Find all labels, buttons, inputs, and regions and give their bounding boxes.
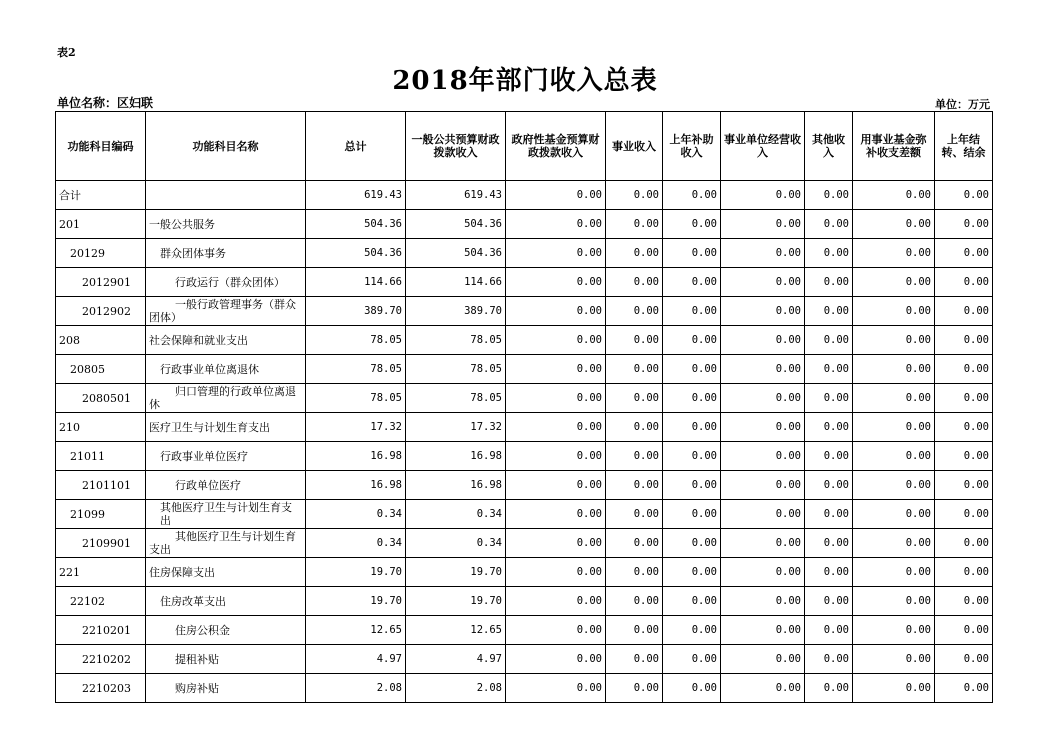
amount-cell: 0.00: [721, 616, 805, 645]
amount-cell: 0.00: [506, 268, 606, 297]
function-code-cell: 2210202: [56, 645, 146, 674]
amount-cell: 0.00: [663, 326, 721, 355]
amount-cell: 0.00: [721, 268, 805, 297]
amount-cell: 0.00: [506, 529, 606, 558]
amount-cell: 0.00: [721, 297, 805, 326]
header-cell: 一般公共预算财政拨款收入: [406, 112, 506, 181]
amount-cell: 0.00: [506, 297, 606, 326]
amount-cell: 0.00: [506, 326, 606, 355]
amount-cell: 19.70: [406, 558, 506, 587]
table-number: 表2: [57, 46, 76, 59]
unit-measure-label: 单位：万元: [935, 98, 990, 111]
function-code-cell: 208: [56, 326, 146, 355]
amount-cell: 0.34: [406, 529, 506, 558]
amount-cell: 504.36: [306, 239, 406, 268]
amount-cell: 0.00: [721, 529, 805, 558]
amount-cell: 0.00: [935, 587, 993, 616]
header-cell: 用事业基金弥补收支差额: [853, 112, 935, 181]
amount-cell: 0.00: [805, 413, 853, 442]
amount-cell: 389.70: [306, 297, 406, 326]
amount-cell: 0.00: [721, 210, 805, 239]
amount-cell: 0.00: [805, 558, 853, 587]
amount-cell: 0.00: [853, 529, 935, 558]
function-name-cell: 行政事业单位离退休: [146, 355, 306, 384]
amount-cell: 0.00: [805, 471, 853, 500]
amount-cell: 0.00: [506, 210, 606, 239]
amount-cell: 0.00: [935, 529, 993, 558]
function-name-cell: 行政运行（群众团体）: [146, 268, 306, 297]
amount-cell: 0.00: [663, 587, 721, 616]
amount-cell: 0.34: [306, 500, 406, 529]
amount-cell: 0.00: [935, 384, 993, 413]
table-row: [56, 355, 993, 384]
amount-cell: 0.00: [805, 181, 853, 210]
amount-cell: 0.00: [606, 645, 663, 674]
amount-cell: 78.05: [306, 326, 406, 355]
amount-cell: 0.00: [935, 181, 993, 210]
amount-cell: 0.00: [663, 355, 721, 384]
amount-cell: 4.97: [306, 645, 406, 674]
amount-cell: 0.00: [721, 239, 805, 268]
function-code-cell: 2101101: [56, 471, 146, 500]
amount-cell: 2.08: [406, 674, 506, 703]
amount-cell: 0.00: [853, 558, 935, 587]
amount-cell: 12.65: [306, 616, 406, 645]
table-row: [56, 442, 993, 471]
table-row: [56, 384, 993, 413]
amount-cell: 0.00: [935, 297, 993, 326]
amount-cell: 0.00: [853, 442, 935, 471]
amount-cell: 504.36: [406, 210, 506, 239]
amount-cell: 0.00: [606, 529, 663, 558]
amount-cell: 0.00: [606, 384, 663, 413]
amount-cell: 0.00: [606, 616, 663, 645]
amount-cell: 16.98: [406, 471, 506, 500]
amount-cell: 0.00: [721, 442, 805, 471]
amount-cell: 0.00: [805, 587, 853, 616]
header-cell: 功能科目名称: [146, 112, 306, 181]
amount-cell: 0.00: [663, 413, 721, 442]
header-cell: 上年结转、结余: [935, 112, 993, 181]
function-name-cell: 其他医疗卫生与计划生育支出: [146, 529, 306, 558]
income-summary-table: [55, 111, 993, 703]
table-body: [56, 181, 993, 703]
amount-cell: 19.70: [306, 587, 406, 616]
table-row: [56, 558, 993, 587]
amount-cell: 0.00: [805, 210, 853, 239]
amount-cell: 0.00: [721, 587, 805, 616]
amount-cell: 0.00: [805, 529, 853, 558]
function-name-cell: [146, 181, 306, 210]
amount-cell: 19.70: [306, 558, 406, 587]
table-row: [56, 413, 993, 442]
amount-cell: 0.00: [606, 181, 663, 210]
table-row: [56, 326, 993, 355]
amount-cell: 0.00: [853, 268, 935, 297]
amount-cell: 0.00: [853, 239, 935, 268]
amount-cell: 78.05: [406, 355, 506, 384]
amount-cell: 0.00: [663, 616, 721, 645]
amount-cell: 0.00: [506, 413, 606, 442]
amount-cell: 0.34: [406, 500, 506, 529]
amount-cell: 0.00: [853, 326, 935, 355]
function-name-cell: 行政事业单位医疗: [146, 442, 306, 471]
amount-cell: 0.00: [805, 442, 853, 471]
amount-cell: 19.70: [406, 587, 506, 616]
amount-cell: 0.00: [935, 645, 993, 674]
amount-cell: 504.36: [306, 210, 406, 239]
amount-cell: 0.00: [805, 297, 853, 326]
amount-cell: 0.00: [506, 674, 606, 703]
amount-cell: 0.00: [935, 413, 993, 442]
table-row: [56, 587, 993, 616]
function-code-cell: 210: [56, 413, 146, 442]
amount-cell: 619.43: [406, 181, 506, 210]
amount-cell: 0.00: [663, 384, 721, 413]
amount-cell: 0.00: [721, 674, 805, 703]
amount-cell: 0.00: [663, 442, 721, 471]
amount-cell: 0.00: [663, 239, 721, 268]
table-row: [56, 674, 993, 703]
amount-cell: 0.00: [721, 558, 805, 587]
amount-cell: 0.00: [935, 355, 993, 384]
amount-cell: 0.00: [663, 268, 721, 297]
amount-cell: 78.05: [306, 384, 406, 413]
amount-cell: 0.00: [853, 384, 935, 413]
amount-cell: 0.00: [935, 210, 993, 239]
amount-cell: 2.08: [306, 674, 406, 703]
function-name-cell: 住房公积金: [146, 616, 306, 645]
amount-cell: 0.00: [805, 645, 853, 674]
function-code-cell: 2012901: [56, 268, 146, 297]
page-title: 2018年部门收入总表: [392, 66, 658, 96]
amount-cell: 17.32: [306, 413, 406, 442]
amount-cell: 0.00: [935, 616, 993, 645]
amount-cell: 0.00: [805, 268, 853, 297]
amount-cell: 0.00: [805, 326, 853, 355]
amount-cell: 0.00: [663, 558, 721, 587]
function-name-cell: 住房保障支出: [146, 558, 306, 587]
amount-cell: 0.00: [663, 471, 721, 500]
function-code-cell: 21011: [56, 442, 146, 471]
function-code-cell: 20129: [56, 239, 146, 268]
amount-cell: 78.05: [306, 355, 406, 384]
amount-cell: 0.00: [606, 442, 663, 471]
header-cell: 政府性基金预算财政拨款收入: [506, 112, 606, 181]
amount-cell: 0.00: [606, 587, 663, 616]
unit-name-label: 单位名称：区妇联: [57, 96, 154, 110]
amount-cell: 0.00: [606, 558, 663, 587]
amount-cell: 0.00: [721, 500, 805, 529]
function-name-cell: 一般行政管理事务（群众团体）: [146, 297, 306, 326]
header-row: [56, 112, 993, 181]
amount-cell: 0.00: [853, 587, 935, 616]
amount-cell: 0.34: [306, 529, 406, 558]
function-code-cell: 2210203: [56, 674, 146, 703]
amount-cell: 0.00: [935, 558, 993, 587]
function-code-cell: 201: [56, 210, 146, 239]
amount-cell: 0.00: [935, 268, 993, 297]
amount-cell: 0.00: [506, 500, 606, 529]
amount-cell: 0.00: [935, 239, 993, 268]
amount-cell: 0.00: [606, 355, 663, 384]
amount-cell: 0.00: [721, 384, 805, 413]
function-name-cell: 购房补贴: [146, 674, 306, 703]
amount-cell: 0.00: [606, 239, 663, 268]
amount-cell: 0.00: [663, 674, 721, 703]
function-code-cell: 21099: [56, 500, 146, 529]
amount-cell: 0.00: [853, 413, 935, 442]
amount-cell: 0.00: [853, 210, 935, 239]
amount-cell: 12.65: [406, 616, 506, 645]
amount-cell: 0.00: [805, 355, 853, 384]
table-row: [56, 268, 993, 297]
amount-cell: 0.00: [606, 210, 663, 239]
function-name-cell: 归口管理的行政单位离退休: [146, 384, 306, 413]
function-name-cell: 提租补贴: [146, 645, 306, 674]
amount-cell: 0.00: [663, 297, 721, 326]
amount-cell: 0.00: [663, 529, 721, 558]
amount-cell: 78.05: [406, 326, 506, 355]
amount-cell: 0.00: [506, 616, 606, 645]
amount-cell: 0.00: [805, 674, 853, 703]
amount-cell: 0.00: [606, 413, 663, 442]
amount-cell: 0.00: [721, 181, 805, 210]
amount-cell: 16.98: [306, 442, 406, 471]
amount-cell: 0.00: [721, 355, 805, 384]
function-code-cell: 20805: [56, 355, 146, 384]
amount-cell: 114.66: [406, 268, 506, 297]
amount-cell: 16.98: [406, 442, 506, 471]
amount-cell: 78.05: [406, 384, 506, 413]
function-code-cell: 2109901: [56, 529, 146, 558]
header-cell: 功能科目编码: [56, 112, 146, 181]
amount-cell: 0.00: [506, 239, 606, 268]
amount-cell: 0.00: [935, 674, 993, 703]
amount-cell: 0.00: [805, 384, 853, 413]
amount-cell: 0.00: [853, 355, 935, 384]
header-cell: 上年补助收入: [663, 112, 721, 181]
amount-cell: 114.66: [306, 268, 406, 297]
amount-cell: 0.00: [853, 181, 935, 210]
function-code-cell: 221: [56, 558, 146, 587]
function-code-cell: 2012902: [56, 297, 146, 326]
amount-cell: 0.00: [853, 674, 935, 703]
header-cell: 事业单位经营收入: [721, 112, 805, 181]
amount-cell: 0.00: [853, 471, 935, 500]
function-code-cell: 2080501: [56, 384, 146, 413]
amount-cell: 0.00: [606, 471, 663, 500]
function-code-cell: 合计: [56, 181, 146, 210]
function-code-cell: 2210201: [56, 616, 146, 645]
function-name-cell: 行政单位医疗: [146, 471, 306, 500]
amount-cell: 0.00: [935, 500, 993, 529]
amount-cell: 504.36: [406, 239, 506, 268]
amount-cell: 0.00: [721, 471, 805, 500]
amount-cell: 0.00: [506, 384, 606, 413]
header-cell: 其他收入: [805, 112, 853, 181]
amount-cell: 0.00: [935, 471, 993, 500]
amount-cell: 0.00: [663, 500, 721, 529]
table-row: [56, 645, 993, 674]
amount-cell: 0.00: [721, 645, 805, 674]
function-name-cell: 医疗卫生与计划生育支出: [146, 413, 306, 442]
function-name-cell: 社会保障和就业支出: [146, 326, 306, 355]
function-name-cell: 一般公共服务: [146, 210, 306, 239]
amount-cell: 0.00: [506, 181, 606, 210]
table-row: [56, 239, 993, 268]
table-row: [56, 500, 993, 529]
amount-cell: 0.00: [506, 587, 606, 616]
function-name-cell: 住房改革支出: [146, 587, 306, 616]
amount-cell: 0.00: [805, 616, 853, 645]
amount-cell: 0.00: [606, 297, 663, 326]
table-row: [56, 297, 993, 326]
amount-cell: 0.00: [506, 558, 606, 587]
amount-cell: 0.00: [721, 413, 805, 442]
amount-cell: 0.00: [606, 268, 663, 297]
header-cell: 事业收入: [606, 112, 663, 181]
header-cell: 总计: [306, 112, 406, 181]
amount-cell: 0.00: [935, 442, 993, 471]
amount-cell: 16.98: [306, 471, 406, 500]
amount-cell: 4.97: [406, 645, 506, 674]
amount-cell: 0.00: [663, 181, 721, 210]
table-row: [56, 181, 993, 210]
amount-cell: 0.00: [935, 326, 993, 355]
amount-cell: 0.00: [853, 500, 935, 529]
amount-cell: 0.00: [506, 442, 606, 471]
table-row: [56, 529, 993, 558]
amount-cell: 389.70: [406, 297, 506, 326]
amount-cell: 0.00: [721, 326, 805, 355]
amount-cell: 0.00: [805, 500, 853, 529]
amount-cell: 0.00: [606, 326, 663, 355]
amount-cell: 0.00: [853, 616, 935, 645]
amount-cell: 17.32: [406, 413, 506, 442]
table-row: [56, 616, 993, 645]
function-name-cell: 其他医疗卫生与计划生育支出: [146, 500, 306, 529]
function-code-cell: 22102: [56, 587, 146, 616]
amount-cell: 619.43: [306, 181, 406, 210]
amount-cell: 0.00: [606, 674, 663, 703]
amount-cell: 0.00: [805, 239, 853, 268]
table-row: [56, 210, 993, 239]
amount-cell: 0.00: [663, 210, 721, 239]
amount-cell: 0.00: [506, 645, 606, 674]
function-name-cell: 群众团体事务: [146, 239, 306, 268]
amount-cell: 0.00: [606, 500, 663, 529]
amount-cell: 0.00: [853, 297, 935, 326]
amount-cell: 0.00: [506, 355, 606, 384]
amount-cell: 0.00: [853, 645, 935, 674]
table-row: [56, 471, 993, 500]
amount-cell: 0.00: [663, 645, 721, 674]
amount-cell: 0.00: [506, 471, 606, 500]
